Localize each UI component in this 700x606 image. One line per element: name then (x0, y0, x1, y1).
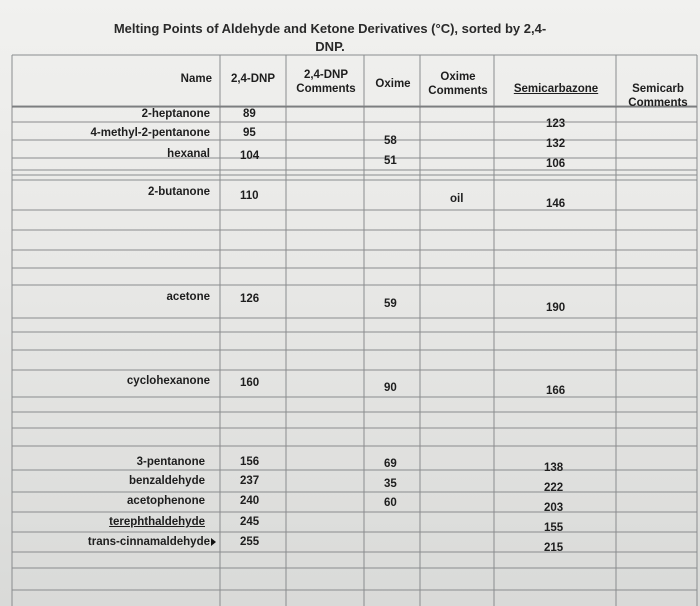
table-row-name: 4-methyl-2-pentanone (90, 127, 210, 139)
table-row-name: 3-pentanone (136, 456, 205, 468)
table-row-name: trans-cinnamaldehyde (20, 536, 216, 548)
semicarbazone-value: 203 (544, 502, 564, 514)
oxime-value: 35 (384, 478, 397, 490)
table-row-name: cyclohexanone (126, 375, 210, 387)
oxime-value: 60 (384, 497, 397, 509)
oxime-value: 51 (384, 155, 397, 167)
oxime-value: 58 (384, 135, 397, 147)
dnp-value: 104 (240, 150, 260, 162)
table-row-name: terephthaldehyde (109, 516, 205, 528)
table-row-name: 2-heptanone (141, 108, 210, 120)
dnp-value: 240 (240, 495, 260, 507)
oxime-value: 69 (384, 458, 397, 470)
header-semicarb-comments: Semicarb Comments (628, 83, 688, 109)
semicarbazone-value: 215 (544, 542, 564, 554)
semicarbazone-value: 146 (546, 198, 566, 210)
header-2-4-dnp: 2,4-DNP (230, 73, 276, 85)
dnp-value: 255 (240, 536, 260, 548)
dnp-value: 89 (243, 108, 256, 120)
table-row-name: 2-butanone (148, 186, 210, 198)
dnp-value: 237 (240, 475, 260, 487)
header-2-4-dnp-comments: 2,4-DNP Comments (296, 69, 356, 95)
semicarbazone-value: 222 (544, 482, 564, 494)
dnp-value: 95 (243, 127, 256, 139)
sheet-title: Melting Points of Aldehyde and Ketone Derivatives (°C), sorted by 2,4-DNP. (113, 21, 547, 54)
semicarbazone-value: 166 (546, 385, 566, 397)
header-oxime: Oxime (375, 78, 411, 90)
semicarbazone-value: 106 (546, 158, 566, 170)
oxime-value: 90 (384, 382, 397, 394)
dnp-value: 160 (240, 377, 260, 389)
semicarbazone-value: 123 (546, 118, 566, 130)
dnp-value: 156 (240, 456, 260, 468)
header-semicarbazone: Semicarbazone (513, 83, 599, 95)
semicarbazone-value: 138 (544, 462, 564, 474)
oxime-comment: oil (450, 193, 464, 205)
dnp-value: 245 (240, 516, 260, 528)
semicarbazone-value: 155 (544, 522, 564, 534)
table-row-name: benzaldehyde (128, 475, 205, 487)
table-row-name: acetophenone (127, 495, 205, 507)
table-row-name: acetone (166, 291, 210, 303)
dnp-value: 110 (240, 190, 259, 202)
header-name: Name (180, 73, 212, 85)
dnp-value: 126 (240, 293, 260, 305)
table-row-name: hexanal (167, 148, 210, 160)
oxime-value: 59 (384, 298, 397, 310)
mouse-cursor-icon (211, 538, 216, 546)
semicarbazone-value: 190 (546, 302, 566, 314)
semicarbazone-value: 132 (546, 138, 566, 150)
header-oxime-comments: Oxime Comments (428, 71, 488, 97)
